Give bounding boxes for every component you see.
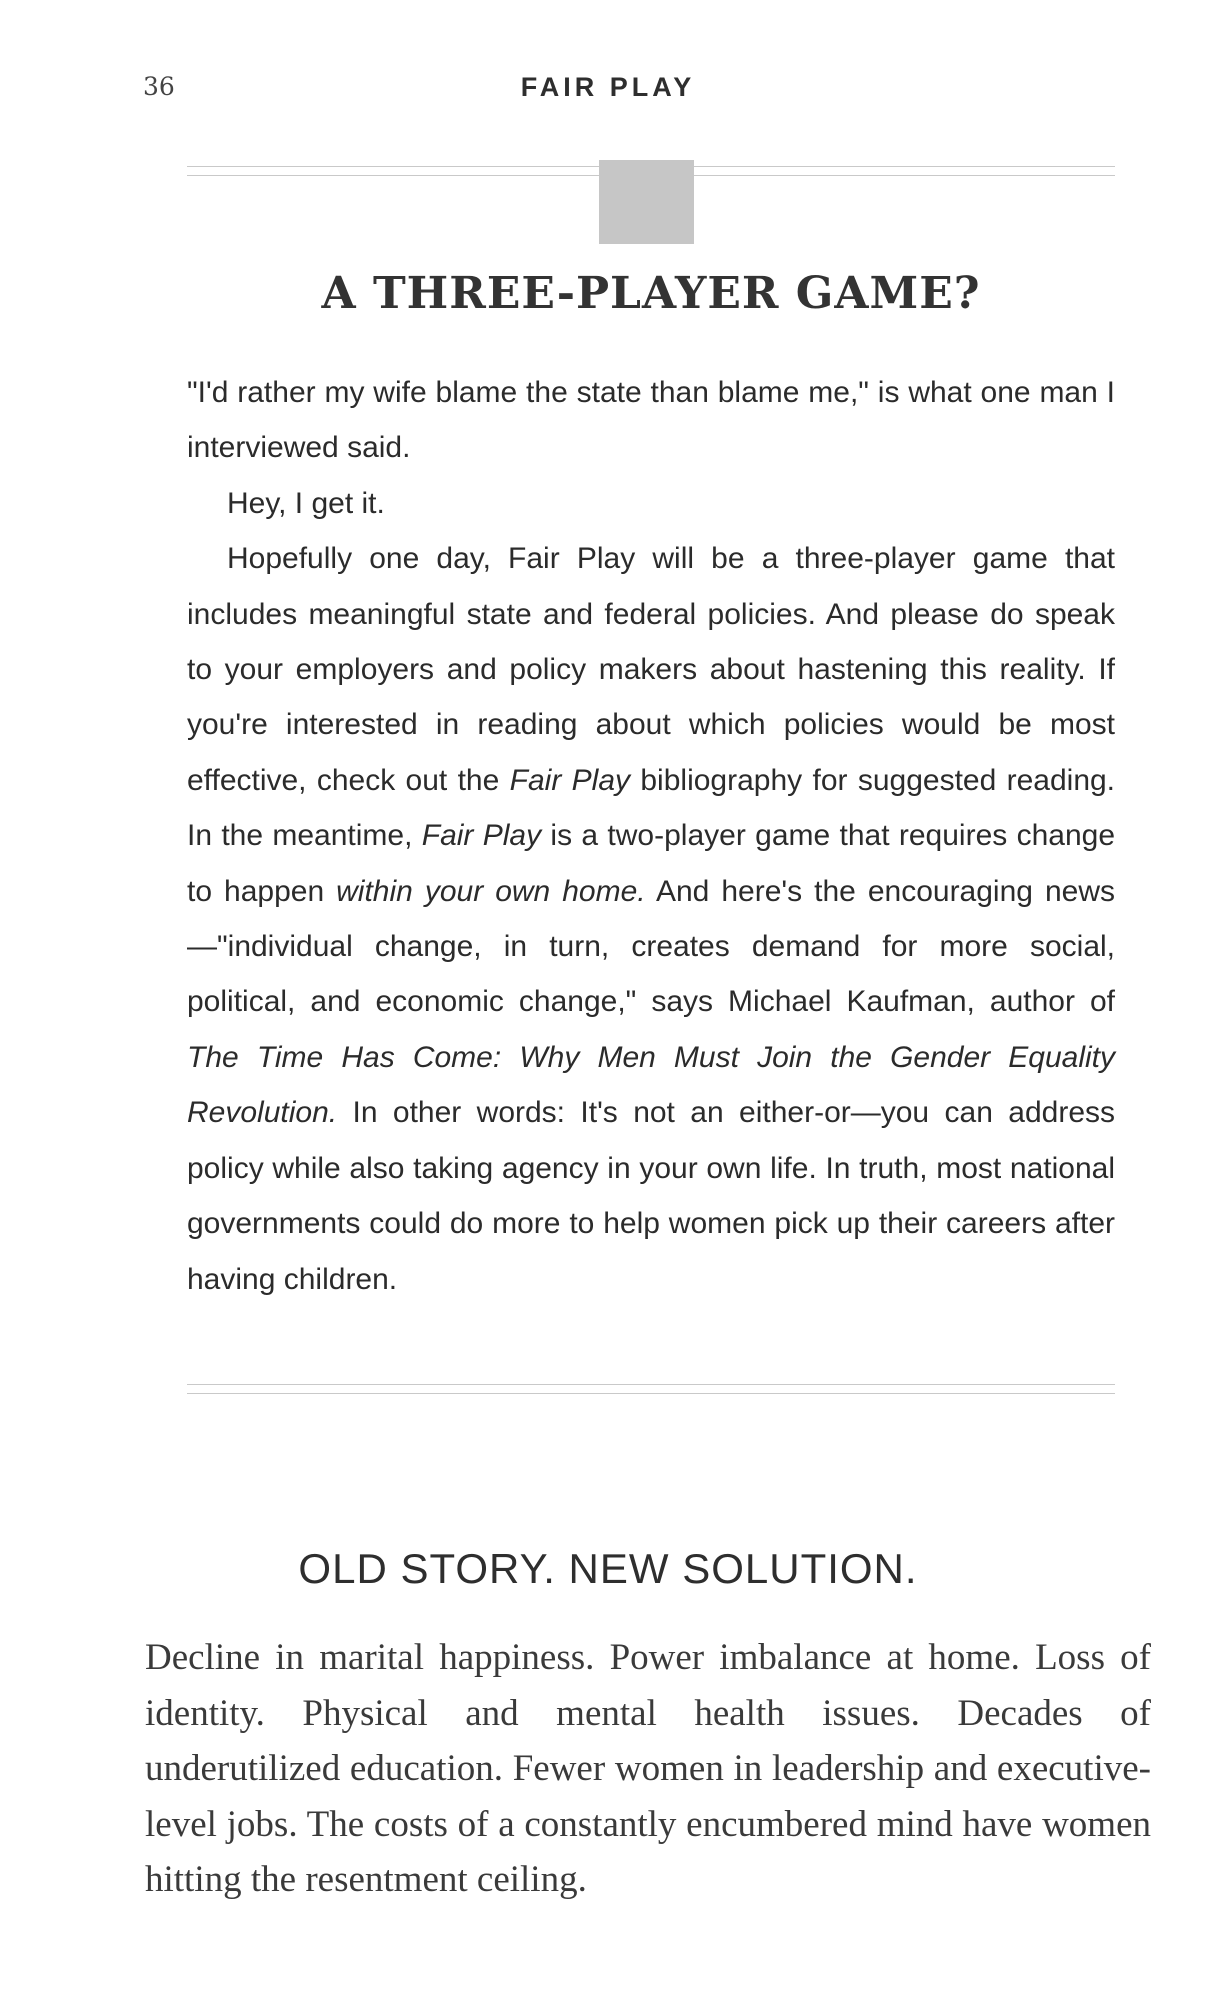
book-title: Fair Play [421, 819, 542, 853]
page-number: 36 [143, 72, 175, 101]
body-text: In other words: It's not an either-or—you can address policy while also taking agency in your own life. In truth, most national governments could do more to help women pick up their careers after having children. [187, 1096, 1115, 1296]
book-title: Fair Play [509, 763, 631, 797]
body-text: bibliography for suggested reading. In the meantime, [187, 763, 1116, 853]
body-text: Hopefully one day, Fair Play will be a three-player game that includes meaningful state and federal policies. And please do speak to your employers and policy makers about hastening this reality. If you're interested in reading about which policies would be most effective, check out the [187, 542, 1115, 797]
book-title: The Time Has Come: Why Men Must Join the Gender Equality Revolution. [187, 1040, 1115, 1130]
sidebar-bottom-rule [187, 1384, 1115, 1394]
section-body: Decline in marital happiness. Power imbalance at home. Loss of identity. Physical and mental health issues. Decades of underutilized education. Fewer women in leadership and executive-level jobs. The costs of a constantly encumbered mind have women hitting the resentment ceiling. [145, 1637, 1151, 1900]
sidebar-body [187, 365, 1115, 1307]
sidebar-title: A THREE-PLAYER GAME? [321, 268, 981, 319]
sidebar-grey-tab [599, 160, 694, 244]
section-title: OLD STORY. NEW SOLUTION. [298, 1545, 918, 1592]
body-text: is a two-player game that requires change to happen [187, 819, 1115, 908]
sidebar-paragraph: Hey, I get it. [227, 486, 385, 520]
running-head: FAIR PLAY [520, 72, 696, 102]
sidebar-paragraph: "I'd rather my wife blame the state than blame me," is what one man I interviewed said. [187, 376, 1115, 465]
emphasis-text: within your own home. [336, 874, 646, 908]
sidebar-box [187, 160, 1115, 1435]
sidebar-paragraph [187, 531, 1115, 1307]
body-text: And here's the encouraging news—"individual change, in turn, creates demand for more social, political, and economic change," says Michael Kaufman, author of [187, 874, 1116, 1019]
